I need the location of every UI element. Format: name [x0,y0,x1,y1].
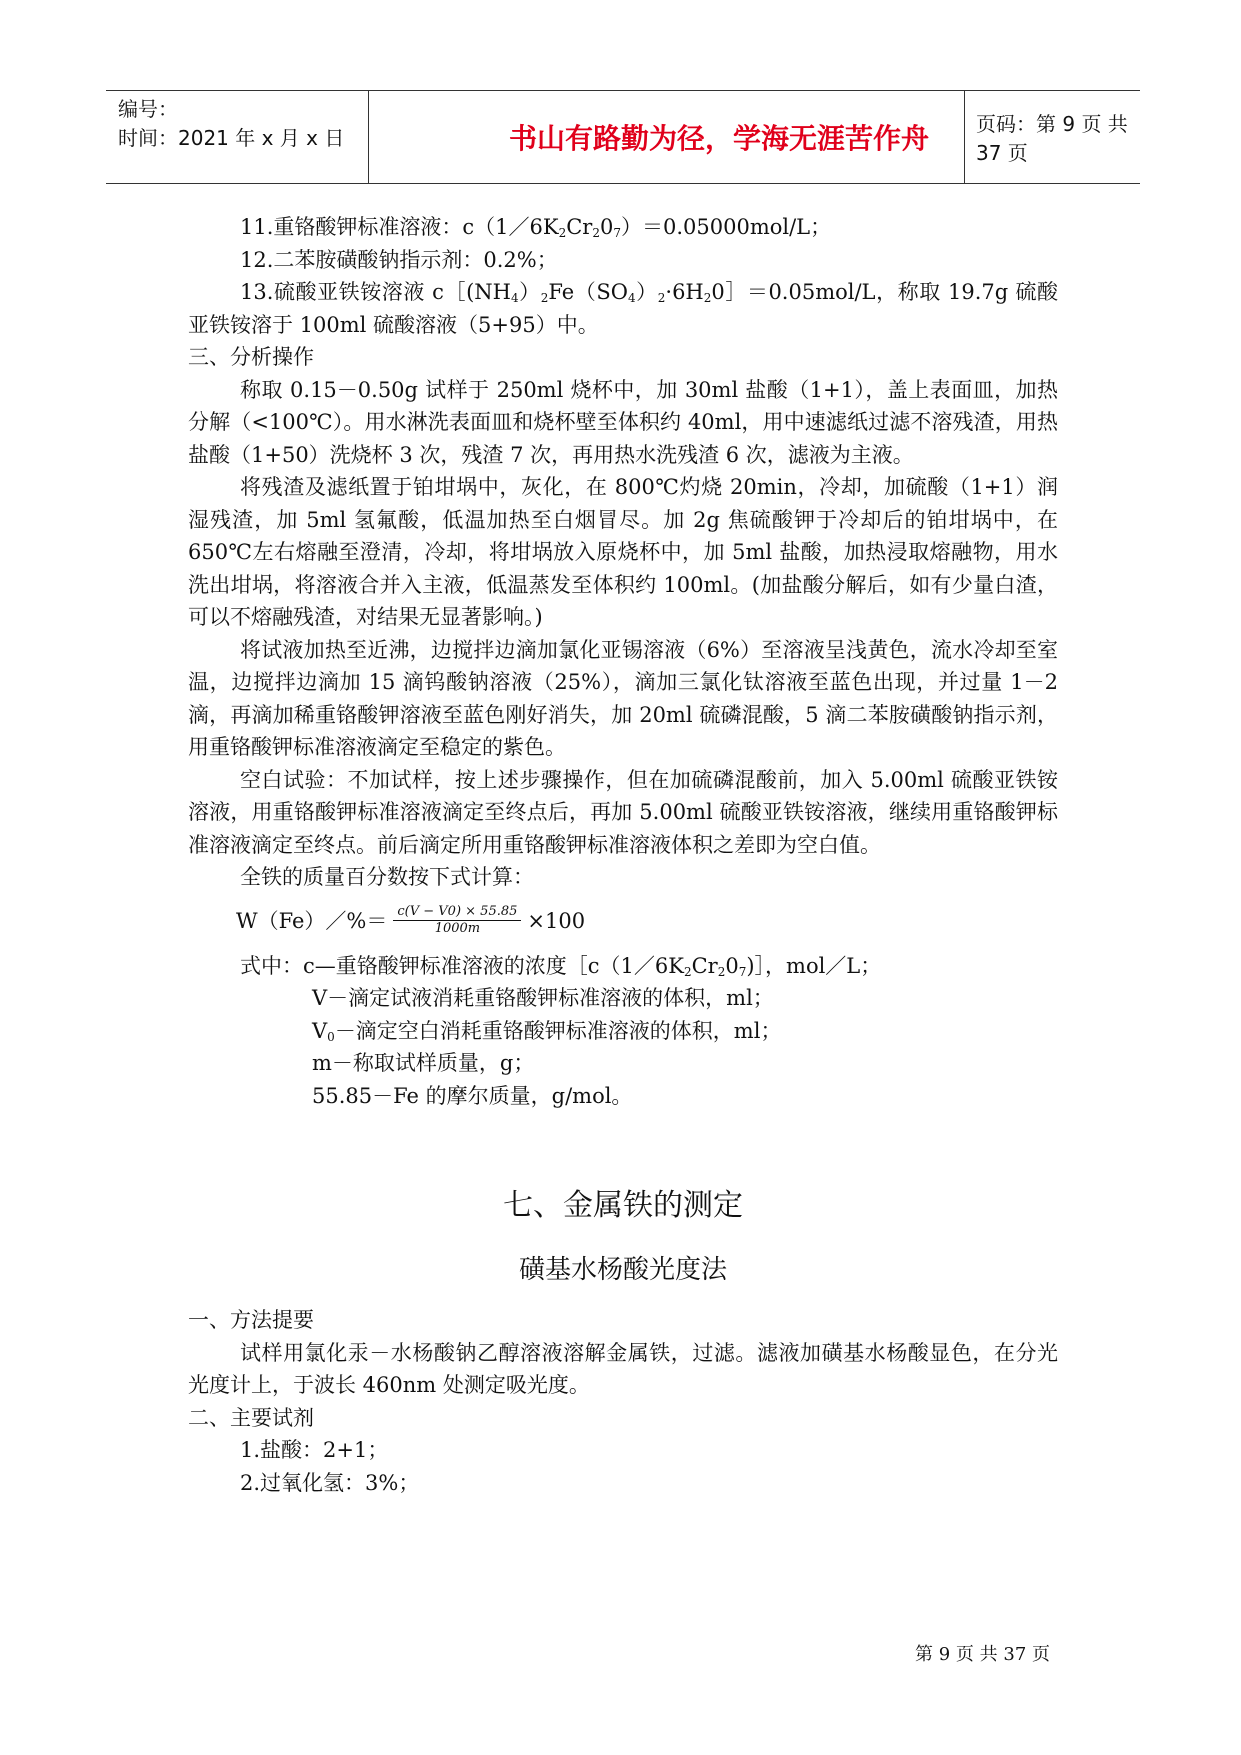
method-subtitle: 磺基水杨酸光度法 [518,1255,727,1285]
section-heading-analysis: 三、分析操作 [188,345,314,369]
legend-v0: $V_0-$滴定空白消耗重铬酸钾标准溶液的体积，ml； [312,1018,782,1044]
section-heading-reagents: 二、主要试剂 [188,1405,314,1430]
header-divider [368,91,369,183]
formula-fraction [393,904,521,937]
method-summary: 试样用氯化汞－水杨酸钠乙醇溶液溶解金属铁，过滤。滤液加磺基水杨酸显色，在分光光度计上，于波长 460nm 处测定吸光度。 [188,1340,1058,1397]
formula-lhs: W（Fe）／%＝ [236,908,388,933]
legend-m: m－称取试样质量，g； [312,1051,535,1075]
analysis-paragraph: 称取 0.15－0.50g 试样于 250ml 烧杯中，加 30ml 盐酸（1+1），盖上表面皿，加热分解（<100℃）。用水淋洗表面皿和烧杯壁至体积约 40ml，用中速滤纸过滤不溶残渣，用热盐酸（1+50）洗烧杯 3 次，残渣 7 次，再用热水洗残渣 6 次，滤液为主液。 [188,377,1058,467]
reagent-13: 13.硫酸亚铁铵溶液 $c[(NH_4)_2Fe(SO_4)_2\cdot 6H_20]=0.05mol/L$，称取 19.7g 硫酸亚铁铵溶于 100ml 硫酸溶液（5+95）中。 [188,280,1059,337]
formula-intro: 全铁的质量百分数按下式计算： [240,865,534,889]
document-body [188,211,1058,1499]
blank-test-paragraph: 空白试验：不加试样，按上述步骤操作，但在加硫磷混酸前，加入 5.00ml 硫酸亚铁铵溶液，用重铬酸钾标准溶液滴定至终点后，再加 5.00ml 硫酸亚铁铵溶液，继续用重铬酸钾标准溶液滴定至终点。前后滴定所用重铬酸钾标准溶液体积之差即为空白值。 [188,767,1058,857]
document-time: 时间：2021 年 x 月 x 日 [118,126,345,150]
formula-numerator: c(V − V0) × 55.85 [393,904,521,921]
header-meta [118,95,344,153]
analysis-paragraph: 将残渣及滤纸置于铂坩埚中，灰化，在 800℃灼烧 20min，冷却，加硫酸（1+1）润湿残渣，加 5ml 氢氟酸，低温加热至白烟冒尽。加 2g 焦硫酸钾于冷却后的铂坩埚中，在 650℃左右熔融至澄清，冷却，将坩埚放入原烧杯中，加 5ml 盐酸，加热浸取熔融物，用水洗出坩埚，将溶液合并入主液，低温蒸发至体积约 100ml。(加盐酸分解后，如有少量白渣，可以不熔融残渣，对结果无显著影响。) [188,475,1058,629]
reagent-2: 2.过氧化氢：3%； [240,1470,420,1495]
reagent-12: 12.二苯胺磺酸钠指示剂：0.2%； [240,247,558,272]
iron-formula [236,896,1058,946]
page-header [106,90,1140,184]
legend-c: 式中：c—重铬酸钾标准溶液的浓度$[c(1/6K_2Cr_20_7)]$，mol／L； [240,953,882,979]
formula-denominator: 1000m [434,921,481,936]
header-divider [964,91,965,183]
section-title: 七、金属铁的测定 [503,1188,743,1223]
formula-rhs: ×100 [527,908,586,933]
legend-fe: 55.85－Fe 的摩尔质量，g/mol。 [312,1083,633,1108]
page-footer: 第 9 页 共 37 页 [915,1644,1050,1665]
section-heading-summary: 一、方法提要 [188,1308,314,1332]
legend-v: V－滴定试液消耗重铬酸钾标准溶液的体积，ml； [312,986,774,1010]
header-page-info: 页码：第 9 页 共 37 页 [976,112,1128,165]
document-number-label: 编号： [118,97,178,121]
analysis-paragraph: 将试液加热至近沸，边搅拌边滴加氯化亚锡溶液（6%）至溶液呈浅黄色，流水冷却至室温，边搅拌边滴加 15 滴钨酸钠溶液（25%），滴加三氯化钛溶液至蓝色出现，并过量 1－2 滴，再滴加稀重铬酸钾溶液至蓝色刚好消失，加 20ml 硫磷混酸，5 滴二苯胺磺酸钠指示剂，用重铬酸钾标准溶液滴定至稳定的紫色。 [188,637,1058,759]
reagent-1: 1.盐酸：2+1； [240,1438,389,1462]
header-motto: 书山有路勤为径，学海无涯苦作舟 [508,122,929,155]
reagent-11: 11.重铬酸钾标准溶液：$c(1/6K_2Cr_20_7)=0.05000mol/L$； [240,215,832,240]
